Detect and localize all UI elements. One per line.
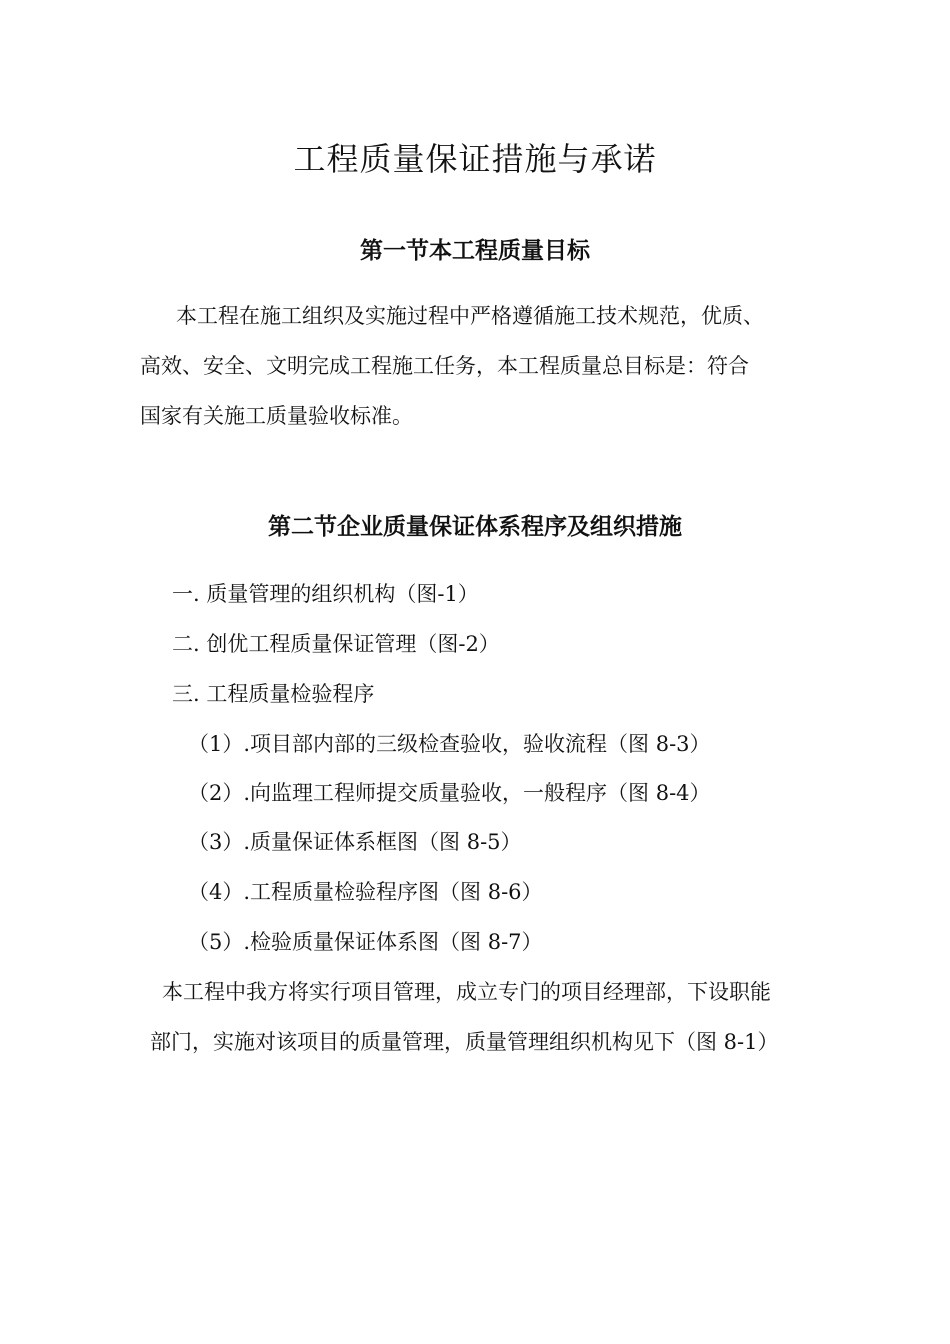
sub-list-item: （1）.项目部内部的三级检查验收，验收流程（图 8-3）: [188, 732, 711, 756]
list-item: 三. 工程质量检验程序: [172, 682, 375, 706]
paragraph-line: 本工程中我方将实行项目管理，成立专门的项目经理部，下设职能: [162, 980, 771, 1004]
sub-list-item: （3）.质量保证体系框图（图 8-5）: [188, 830, 522, 854]
paragraph-line: 本工程在施工组织及实施过程中严格遵循施工技术规范，优质、: [176, 304, 764, 328]
document-title: 工程质量保证措施与承诺: [293, 140, 657, 178]
sub-list-item: （4）.工程质量检验程序图（图 8-6）: [188, 880, 543, 904]
sub-list-item: （5）.检验质量保证体系图（图 8-7）: [188, 930, 543, 954]
section-heading-quality-goal: 第一节本工程质量目标: [360, 238, 590, 264]
paragraph-line: 部门，实施对该项目的质量管理，质量管理组织机构见下（图 8-1）: [150, 1030, 779, 1054]
paragraph-line: 国家有关施工质量验收标准。: [140, 404, 413, 428]
list-item: 一. 质量管理的组织机构（图-1）: [172, 582, 479, 606]
paragraph-line: 高效、安全、文明完成工程施工任务，本工程质量总目标是：符合: [140, 354, 749, 378]
list-item: 二. 创优工程质量保证管理（图-2）: [172, 632, 500, 656]
section-heading-quality-system: 第二节企业质量保证体系程序及组织措施: [268, 514, 682, 540]
sub-list-item: （2）.向监理工程师提交质量验收，一般程序（图 8-4）: [188, 781, 711, 805]
